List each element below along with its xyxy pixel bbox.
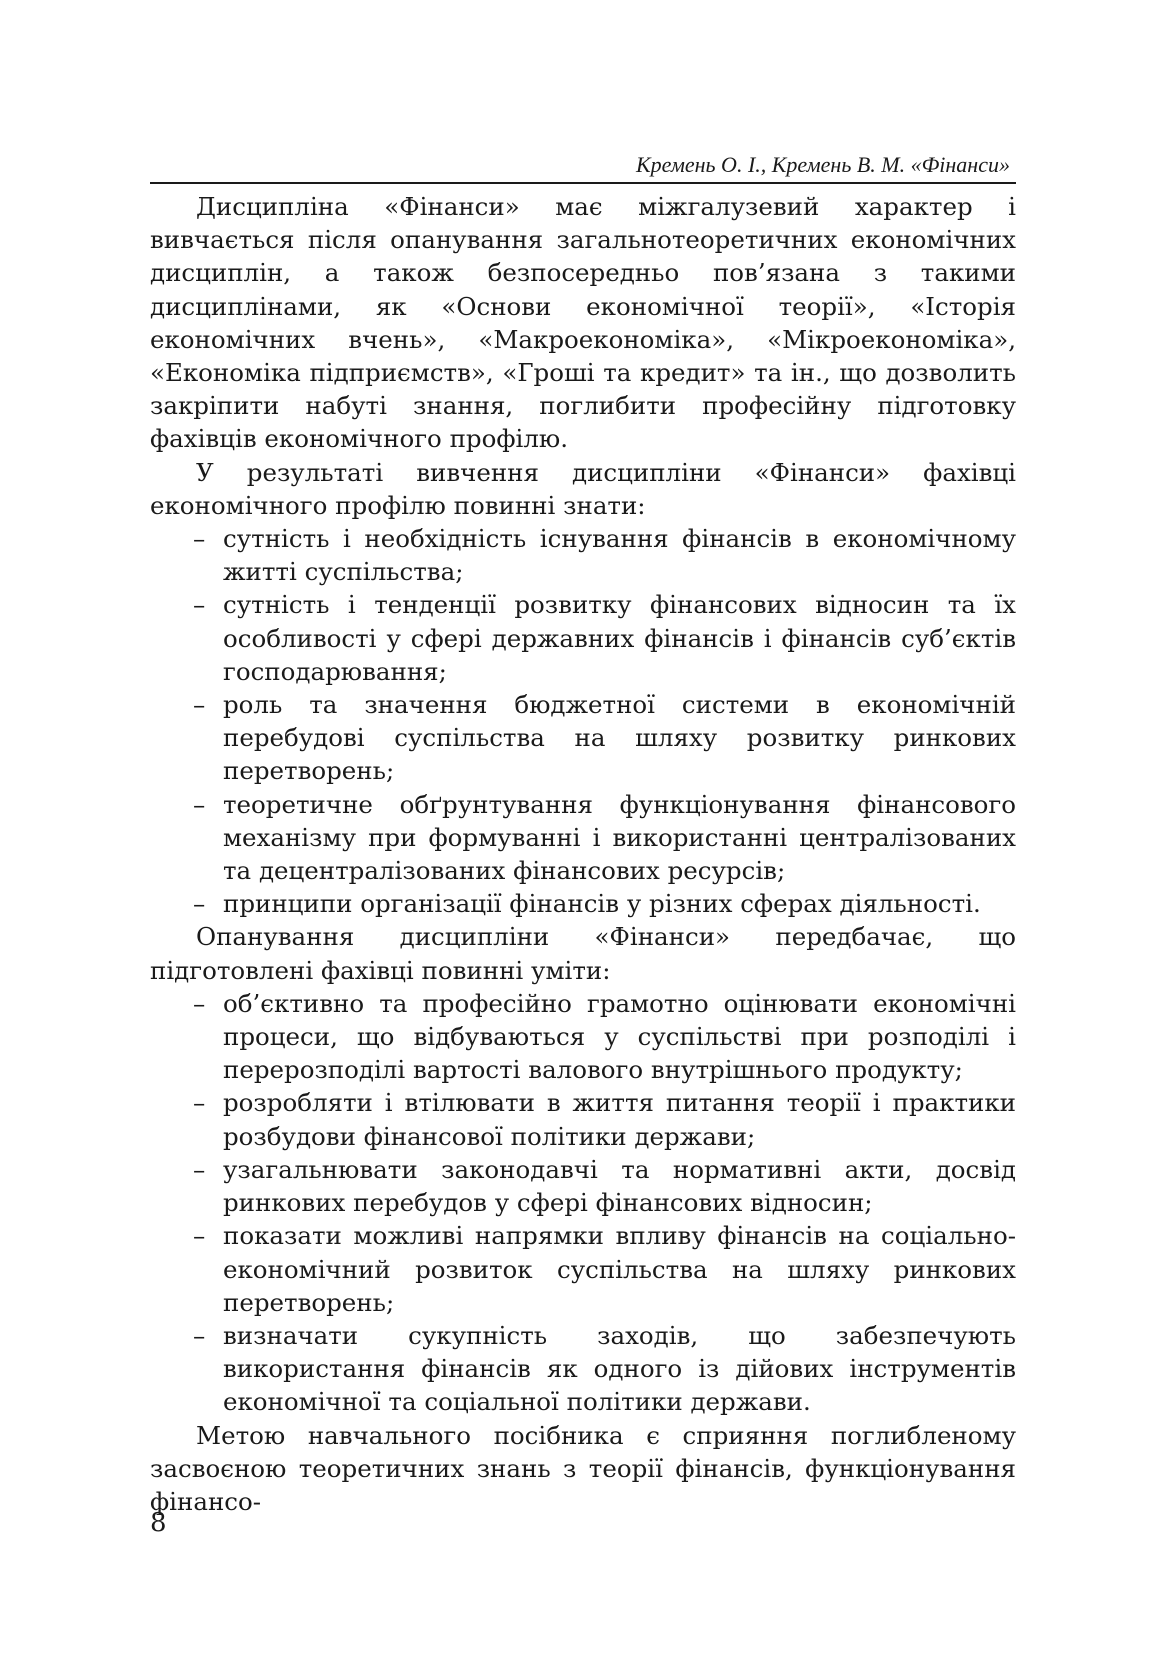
list-item: – показати можливі напрямки впливу фінансів на соціально-економічний розвиток суспільства на шляху ринкових перетворень; xyxy=(223,1219,1016,1319)
paragraph-knowledge-lead: У результаті вивчення дисципліни «Фінанси» фахівці економічного профілю повинні знати: xyxy=(150,457,1016,520)
skills-list xyxy=(150,987,1016,1419)
list-item: – розробляти і втілювати в життя питання теорії і практики розбудови фінансової політики держави; xyxy=(223,1086,1016,1152)
list-item: – сутність і тенденції розвитку фінансових відносин та їх особливості у сфері державних фінансів і фінансів суб’єктів господарювання; xyxy=(223,588,1016,688)
list-item: – теоретичне обґрунтування функціонування фінансового механізму при формуванні і використанні централізованих та децентралізованих фінансових ресурсів; xyxy=(223,788,1016,888)
body-text xyxy=(150,190,1016,1518)
knowledge-list xyxy=(150,522,1016,920)
list-item: – роль та значення бюджетної системи в економічній перебудові суспільства на шляху розвитку ринкових перетворень; xyxy=(223,688,1016,788)
header-rule xyxy=(150,182,1016,184)
running-header: Кремень О. І., Кремень В. М. «Фінанси» xyxy=(636,152,1010,177)
page-number: 8 xyxy=(150,1508,167,1538)
list-item: – узагальнювати законодавчі та нормативні акти, досвід ринкових перебудов у сфері фінансових відносин; xyxy=(223,1153,1016,1219)
list-item: – об’єктивно та професійно грамотно оцінювати економічні процеси, що відбуваються у суспільстві при розподілі і перерозподілі вартості валового внутрішнього продукту; xyxy=(223,987,1016,1087)
list-item: – визначати сукупність заходів, що забезпечують використання фінансів як одного із дійових інструментів економічної та соціальної політики держави. xyxy=(223,1319,1016,1419)
list-item: – сутність і необхідність існування фінансів в економічному житті суспільства; xyxy=(223,522,1016,588)
paragraph-skills-lead: Опанування дисципліни «Фінанси» передбачає, що підготовлені фахівці повинні уміти: xyxy=(150,922,1016,985)
paragraph-intro: Дисципліна «Фінанси» має міжгалузевий характер і вивчається після опанування загальнотеоретичних економічних дисциплін, а також безпосередньо пов’язана з такими дисциплінами, як «Основи економічної теорії», «Історія економічних вчень», «Макроекономіка», «Мікроекономіка», «Економіка підприємств», «Гроші та кредит» та ін., що дозволить закріпити набуті знання, поглибити професійну підготовку фахівців економічного профілю. xyxy=(150,192,1016,454)
page xyxy=(150,150,1016,1518)
paragraph-goal: Метою навчального посібника є сприяння поглибленому засвоєною теоретичних знань з теорії фінансів, функціонування фінансо- xyxy=(150,1420,1016,1516)
list-item: – принципи організації фінансів у різних сферах діяльності. xyxy=(223,887,1016,920)
